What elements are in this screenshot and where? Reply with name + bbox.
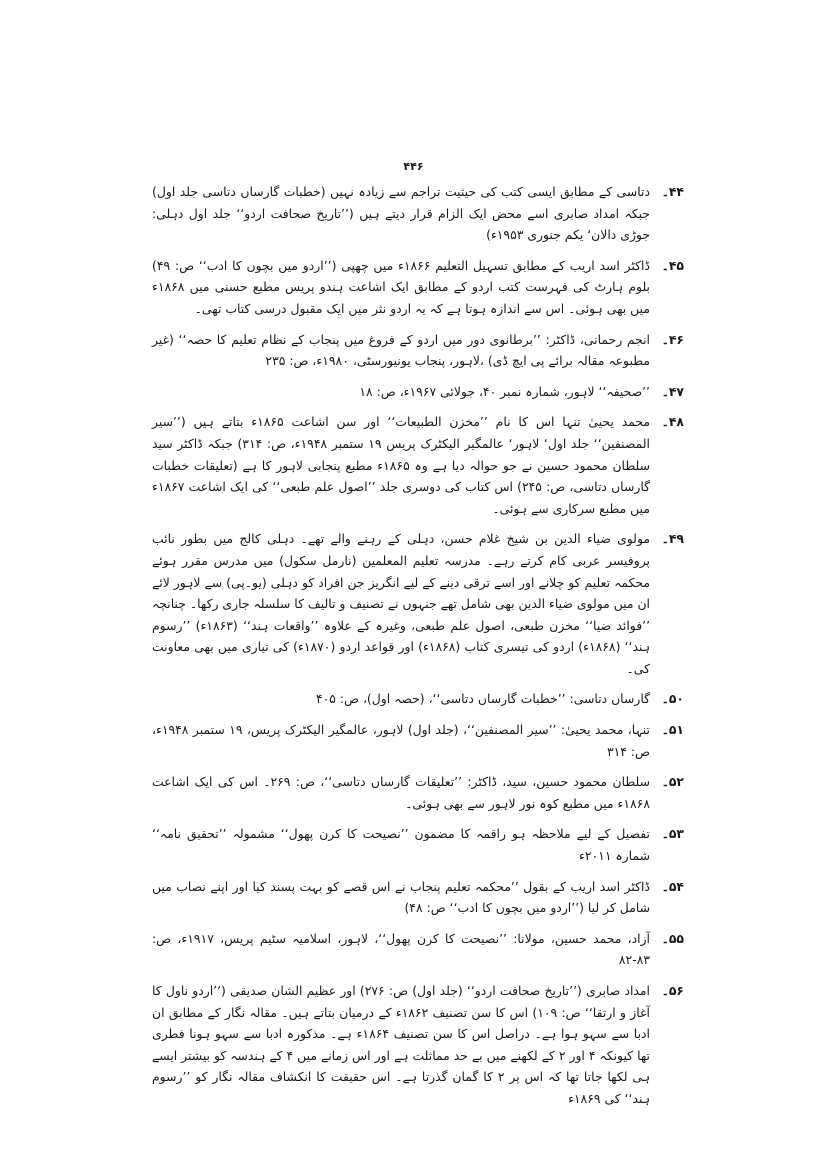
endnote [152, 980, 684, 1110]
endnote-text: گارساں دتاسی: ’’خطبات گارساں دتاسی‘‘، (حصہ اول)، ص: ۴۰۵ [315, 691, 650, 707]
endnote-text: سلطان محمود حسین، سید، ڈاکٹر: ’’تعلیقات گارساں دتاسی‘‘، ص: ۲۶۹۔ اس کی ایک اشاعت ۱۸۶۸ء میں مطبع کوہ نور لاہور سے بھی ہوئی۔ [152, 774, 650, 811]
endnote [152, 719, 684, 762]
endnote [152, 411, 684, 519]
endnote-number: ۵۵۔ [661, 930, 684, 946]
endnote-number: ۴۵۔ [661, 257, 684, 273]
endnotes-list [152, 181, 684, 1119]
endnote [152, 928, 684, 971]
endnote [152, 181, 684, 246]
endnote [152, 688, 684, 710]
endnote [152, 823, 684, 866]
endnote-text: ’’صحیفہ‘‘ لاہور، شمارہ نمبر ۴۰، جولائی ۱۹۶۷ء، ص: ۱۸ [359, 383, 650, 399]
endnote-text: مولوی ضیاء الدین بن شیخ غلام حسن، دہلی کے رہنے والے تھے۔ دہلی کالج میں بطور نائب پروفیسر عربی کام کرتے رہے۔ مدرسہ تعلیم المعلمین (نارمل سکول) میں مدرس مقرر ہوئے محکمہ تعلیم کو چلانے اور اسے ترقی دینے کے لیے انگریز جن افراد کو دہلی (یو۔پی) سے لاہور لائے ان میں مولوی ضیاء الدین بھی شامل تھے جنہوں نے تصنیف و تالیف کا سلسلہ جاری رکھا۔ چنانچہ ’’فوائد ضیا‘‘ مخزن طبعی، اصول علم طبعی، وغیرہ کے علاوہ ’’واقعات ہند‘‘ (۱۸۶۳ء) ’’رسوم ہند‘‘ (۱۸۶۸ء) اردو کی تیسری کتاب (۱۸۶۸ء) اور قواعد اردو (۱۸۷۰ء) کی تیاری میں بھی معاونت کی۔ [152, 531, 651, 676]
endnote-text: محمد یحییٰ تنہا اس کا نام ’’مخزن الطبیعات‘‘ اور سن اشاعت ۱۸۶۵ء بتاتے ہیں (’’سیر المصنفین‘‘ جلد اول‘ لاہور‘ عالمگیر الیکٹرک پریس ۱۹ ستمبر ۱۹۴۸ء، ص: ۳۱۴) جبکہ ڈاکٹر سید سلطان محمود حسین نے جو حوالہ دیا ہے وہ ۱۸۶۵ء مطبع پنجابی لاہور کا ہے (تعلیقات خطبات گارساں دتاسی، ص: ۲۴۵) اس کتاب کی دوسری جلد ’’اصول علم طبعی‘‘ کی ایک اشاعت ۱۸۶۷ء میں مطبع سرکاری سے ہوئی۔ [152, 414, 650, 516]
endnote-text: تفصیل کے لیے ملاحظہ ہو راقمہ کا مضمون ’’نصیحت کا کرن پھول‘‘ مشمولہ ’’تحقیق نامہ‘‘ شمارہ ۲۰۱۱ء [152, 826, 650, 864]
endnote [152, 329, 684, 372]
endnote-text: آزاد، محمد حسین، مولانا: ’’نصیحت کا کرن پھول‘‘، لاہور، اسلامیہ سٹیم پریس، ۱۹۱۷ء، ص: ۸۳-۸۲ [152, 930, 650, 968]
endnote-number: ۴۷۔ [661, 383, 684, 399]
endnote-number: ۴۶۔ [661, 331, 684, 347]
endnote [152, 771, 684, 814]
endnote-number: ۴۹۔ [661, 531, 684, 547]
endnote-text: ڈاکٹر اسد اریب کے مطابق تسہیل التعلیم ۱۸۶۶ء میں چھپی (’’اردو میں بچوں کا ادب‘‘ ص: ۴۹) بلوم ہارٹ کی فہرست کتب اردو کے مطابق ایک اشاعت ہندو پریس مطبع حسنی میں ۱۸۶۸ء میں بھی ہوئی۔ اس سے اندازہ ہوتا ہے کہ یہ اردو نثر میں ایک مقبول درسی کتاب تھی۔ [152, 257, 650, 316]
endnote-number: ۵۱۔ [661, 722, 684, 738]
endnote-text: امداد صابری (’’تاریخ صحافت اردو‘‘ (جلد اول) ص: ۲۷۶) اور عظیم الشان صدیقی (’’اردو ناول کا آغاز و ارتقا‘‘ ص: ۱۰۹) اس کا سن تصنیف ۱۸۶۲ء کے درمیان بتاتے ہیں۔ مقالہ نگار کے مطابق ان ادبا سے سہو ہوا ہے۔ دراصل اس کا سن تصنیف ۱۸۶۴ء ہے۔ مذکورہ ادبا سے سہو ہونا فطری تھا کیونکہ ۴ اور ۲ کے لکھنے میں بے حد مماثلت ہے اور اس زمانے میں ۴ کے ہندسہ کو بیشتر ایسے ہی لکھا جاتا تھا کہ اس پر ۲ کا گمان گذرتا ہے۔ اس حقیقت کا انکشاف مقالہ نگار کو ’’رسوم ہند‘‘ کی ۱۸۶۹ء [152, 983, 651, 1106]
page-number: ۴۴۶ [403, 160, 424, 173]
endnote-text: دتاسی کے مطابق ایسی کتب کی حیثیت تراجم سے زیادہ نہیں (خطبات گارساں دتاسی جلد اول) جبکہ امداد صابری اسے محض ایک الزام قرار دیتے ہیں (’’تاریخ صحافت اردو‘‘ جلد اول دہلی: جوڑی دالان‘ یکم جنوری ۱۹۵۳ء) [152, 184, 650, 243]
endnote [152, 876, 684, 919]
endnote-number: ۵۶۔ [661, 983, 684, 998]
endnote-number: ۵۲۔ [661, 774, 684, 790]
endnote-number: ۴۸۔ [661, 414, 684, 430]
endnote [152, 528, 684, 679]
endnote [152, 381, 684, 403]
endnote-number: ۵۳۔ [661, 826, 684, 842]
endnote-number: ۵۴۔ [661, 878, 684, 894]
endnote [152, 255, 684, 320]
endnote-number: ۵۰۔ [661, 691, 684, 707]
endnote-text: انجم رحمانی، ڈاکٹر: ’’برطانوی دور میں اردو کے فروغ میں پنجاب کے نظام تعلیم کا حصہ‘‘ (غیر مطبوعہ مقالہ برائے پی ایچ ڈی) ،لاہور، پنجاب یونیورسٹی، ۱۹۸۰ء، ص: ۲۳۵ [152, 331, 650, 369]
endnote-number: ۴۴۔ [661, 184, 684, 199]
endnote-text: ڈاکٹر اسد اریب کے بقول ’’محکمہ تعلیم پنجاب نے اس قصے کو بہت پسند کیا اور اپنے نصاب میں شامل کر لیا (’’اردو میں بچوں کا ادب‘‘ ص: ۴۸) [152, 878, 650, 916]
endnote-text: تنہا، محمد یحییٰ: ’’سیر المصنفین‘‘، (جلد اول) لاہور، عالمگیر الیکٹرک پریس، ۱۹ ستمبر ۱۹۴۸ء، ص: ۳۱۴ [152, 722, 650, 759]
